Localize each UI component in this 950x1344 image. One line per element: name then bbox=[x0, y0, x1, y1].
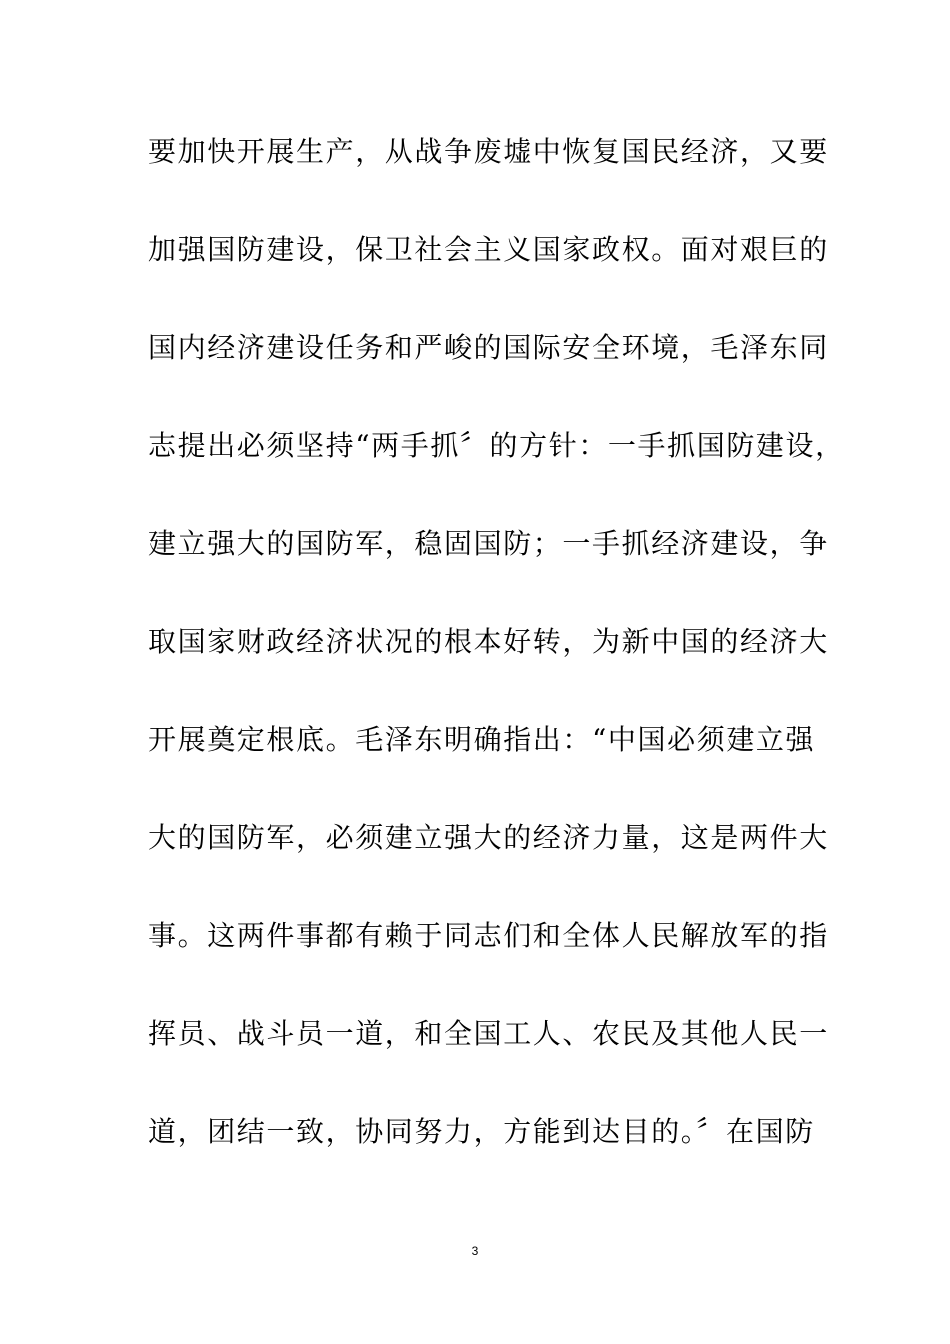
text-line: 国内经济建设任务和严峻的国际安全环境，毛泽东同 bbox=[148, 331, 829, 364]
body-text bbox=[148, 122, 845, 1200]
text-line: 道，团结一致，协同努力，方能到达目的。〞在国防 bbox=[148, 1115, 815, 1148]
text-line: 加强国防建设，保卫社会主义国家政权。面对艰巨的 bbox=[148, 233, 829, 266]
text-line: 挥员、战斗员一道，和全国工人、农民及其他人民一 bbox=[148, 1017, 829, 1050]
text-line: 开展奠定根底。毛泽东明确指出：“中国必须建立强 bbox=[148, 723, 816, 756]
text-line: 大的国防军，必须建立强大的经济力量，这是两件大 bbox=[148, 821, 829, 854]
text-line: 要加快开展生产，从战争废墟中恢复国民经济，又要 bbox=[148, 135, 829, 168]
text-line: 建立强大的国防军，稳固国防；一手抓经济建设，争 bbox=[148, 527, 829, 560]
page-number: 3 bbox=[471, 1244, 479, 1258]
text-line: 事。这两件事都有赖于同志们和全体人民解放军的指 bbox=[148, 919, 829, 952]
text-line: 取国家财政经济状况的根本好转，为新中国的经济大 bbox=[148, 625, 829, 658]
text-line: 志提出必须坚持“两手抓〞的方针：一手抓国防建设， bbox=[148, 429, 845, 462]
